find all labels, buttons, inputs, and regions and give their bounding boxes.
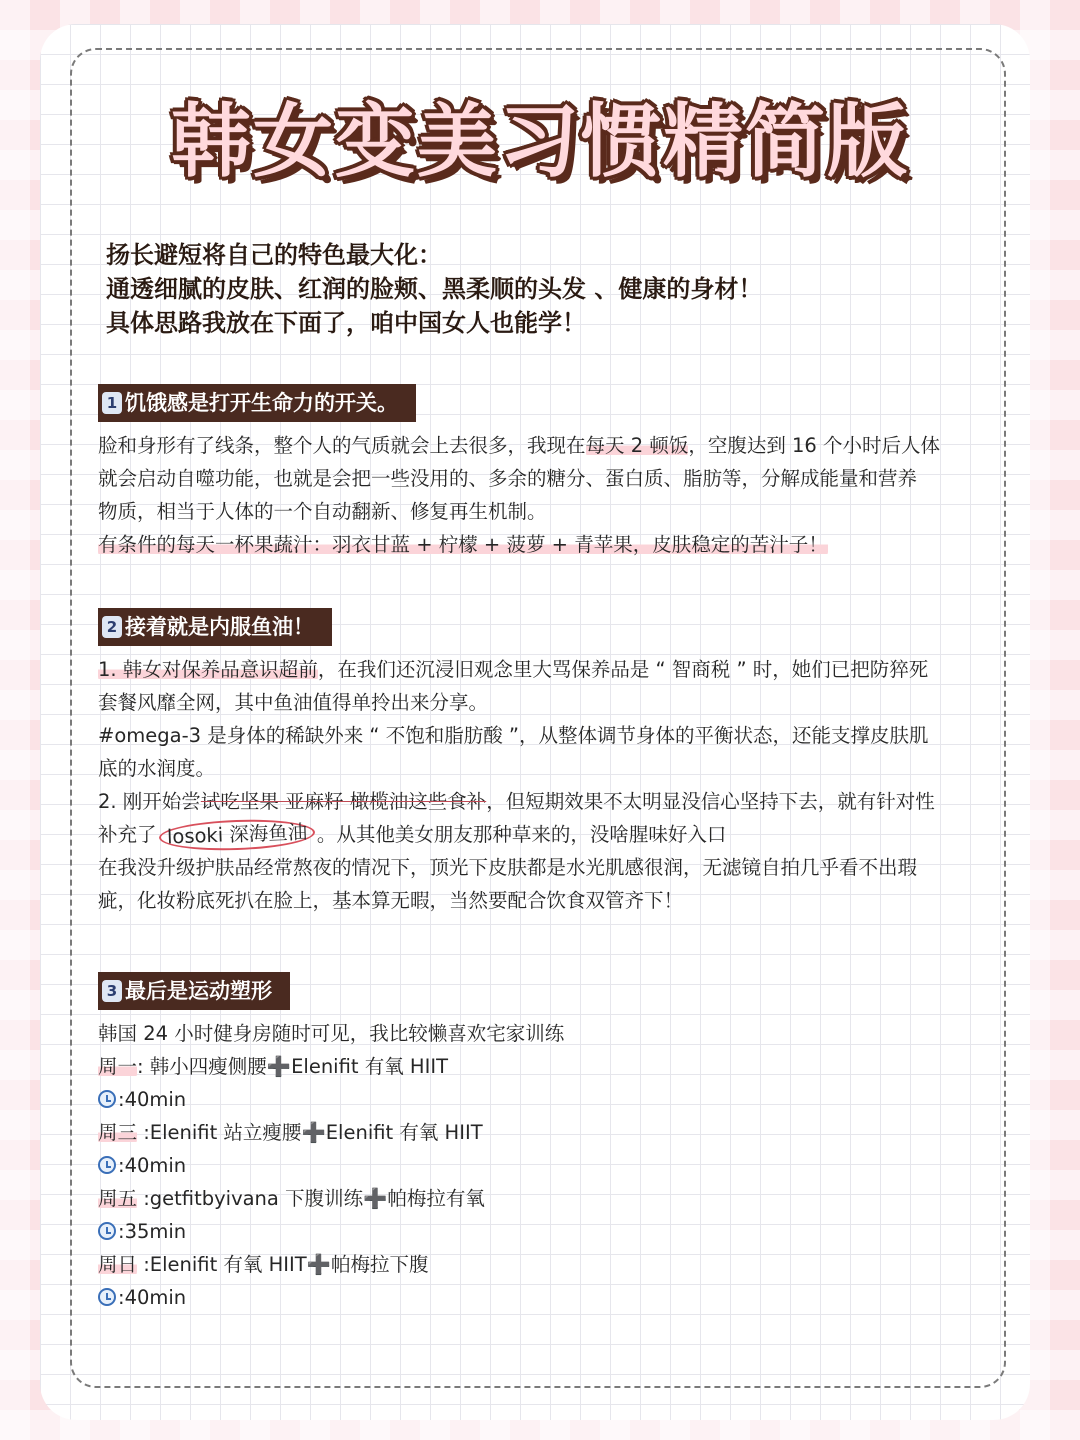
section-1-heading [98,384,416,422]
intro-line: 扬长避短将自己的特色最大化： [106,241,442,269]
schedule-workout: : 韩小四瘦侧腰 [137,1055,267,1078]
schedule-workout: Elenifit 有氧 HIIT [291,1055,448,1078]
text-line [98,528,998,561]
number-badge: 2 [102,616,122,638]
schedule-day: 周日 [98,1253,138,1276]
schedule-workout: Elenifit 有氧 HIIT [325,1121,483,1144]
text: 2. 刚开始尝 [98,790,201,813]
highlight-text: 有条件的每天一杯果蔬汁：羽衣甘蓝 + 柠檬 + 菠萝 + 青苹果，皮肤稳定的苦汁子！ [98,533,828,556]
schedule-workout: 帕梅拉有氧 [387,1187,485,1210]
text: 脸和身形有了线条，整个人的气质就会上去很多，我现在 [98,434,586,457]
schedule-workout: :Elenifit 有氧 HIIT [137,1253,307,1276]
highlight-text: 1. 韩女对保养品意识超前 [98,658,318,681]
section-3-heading [98,972,290,1010]
schedule-day: 周三 [98,1121,138,1144]
section-2-heading [98,608,332,646]
alarm-clock-icon [98,1090,116,1108]
intro-line: 具体思路我放在下面了，咱中国女人也能学！ [106,309,586,337]
title-wrap [0,92,1080,192]
highlight-text: 每天 2 顿饭 [585,434,689,457]
text: 。从其他美女朋友那种草来的，没啥腥味好入口 [316,823,727,846]
schedule-time-row [98,1215,998,1248]
text-line [98,818,998,851]
plus-icon: ➕ [306,1253,331,1276]
text-line: 疵，化妆粉底死扒在脸上，基本算无暇，当然要配合饮食双管齐下！ [98,889,684,912]
schedule-time-row [98,1281,998,1314]
schedule-time-row [98,1149,998,1182]
text-line: 套餐风靡全网，其中鱼油值得单拎出来分享。 [98,691,489,714]
plus-icon: ➕ [266,1055,292,1078]
section-1-body [98,429,998,561]
schedule-workout: :getfitbyivana 下腹训练 [137,1187,364,1210]
schedule-time: :40min [118,1154,187,1177]
plus-icon: ➕ [363,1187,388,1210]
page-title: 韩女变美习惯精简版 [171,95,909,188]
schedule-row [98,1182,998,1215]
schedule-time: :35min [118,1220,187,1243]
number-badge: 3 [102,980,122,1002]
text-line [98,785,998,818]
schedule-workout: 帕梅拉下腹 [330,1253,429,1276]
schedule-row [98,1050,998,1083]
text-line: 物质，相当于人体的一个自动翻新、修复再生机制。 [98,500,547,523]
schedule-row [98,1248,998,1281]
text: ，空腹达到 16 个小时后人体 [688,434,941,457]
text-line: 底的水润度。 [98,757,216,780]
text-line [98,429,998,462]
text: 补充了 [98,823,157,846]
alarm-clock-icon [98,1288,116,1306]
text-line: 就会启动自噬功能，也就是会把一些没用的、多余的糖分、蛋白质、脂肪等，分解成能量和营养 [98,467,918,490]
text: ，但短期效果不太明显没信心坚持下去，就有针对性 [486,790,935,813]
text: ，在我们还沉浸旧观念里大骂保养品是 “ 智商税 ” 时，她们已把防猝死 [317,658,929,681]
section-heading-text: 饥饿感是打开生命力的开关。 [125,391,398,415]
schedule-workout: :Elenifit 站立瘦腰 [137,1121,302,1144]
text-line: #omega-3 是身体的稀缺外来 “ 不饱和脂肪酸 ”，从整体调节身体的平衡状态，还能支撑皮肤肌 [98,724,929,747]
section-heading-text: 接着就是内服鱼油！ [125,615,314,639]
alarm-clock-icon [98,1156,116,1174]
schedule-time: :40min [118,1088,187,1111]
circled-brand-text: losoki 深海鱼油 [158,817,315,852]
text-line [98,653,998,686]
schedule-day: 周五 [98,1187,138,1210]
strikethrough-text: 试吃坚果 亚麻籽 橄榄油这些食补 [200,790,487,813]
intro [106,238,986,340]
intro-line: 通透细腻的皮肤、红润的脸颊、黑柔顺的头发 、健康的身材！ [106,275,763,303]
section-heading-text: 最后是运动塑形 [125,979,272,1003]
plus-icon: ➕ [301,1121,326,1144]
section-2-body [98,653,998,917]
schedule-time-row [98,1083,998,1116]
text-line: 韩国 24 小时健身房随时可见，我比较懒喜欢宅家训练 [98,1022,565,1045]
text-line: 在我没升级护肤品经常熬夜的情况下，顶光下皮肤都是水光肌感很润，无滤镜自拍几乎看不出瑕 [98,856,918,879]
schedule-day: 周一 [98,1055,138,1078]
number-badge: 1 [102,392,122,414]
schedule-row [98,1116,998,1149]
section-3-body [98,1017,998,1314]
alarm-clock-icon [98,1222,116,1240]
schedule-time: :40min [118,1286,187,1309]
